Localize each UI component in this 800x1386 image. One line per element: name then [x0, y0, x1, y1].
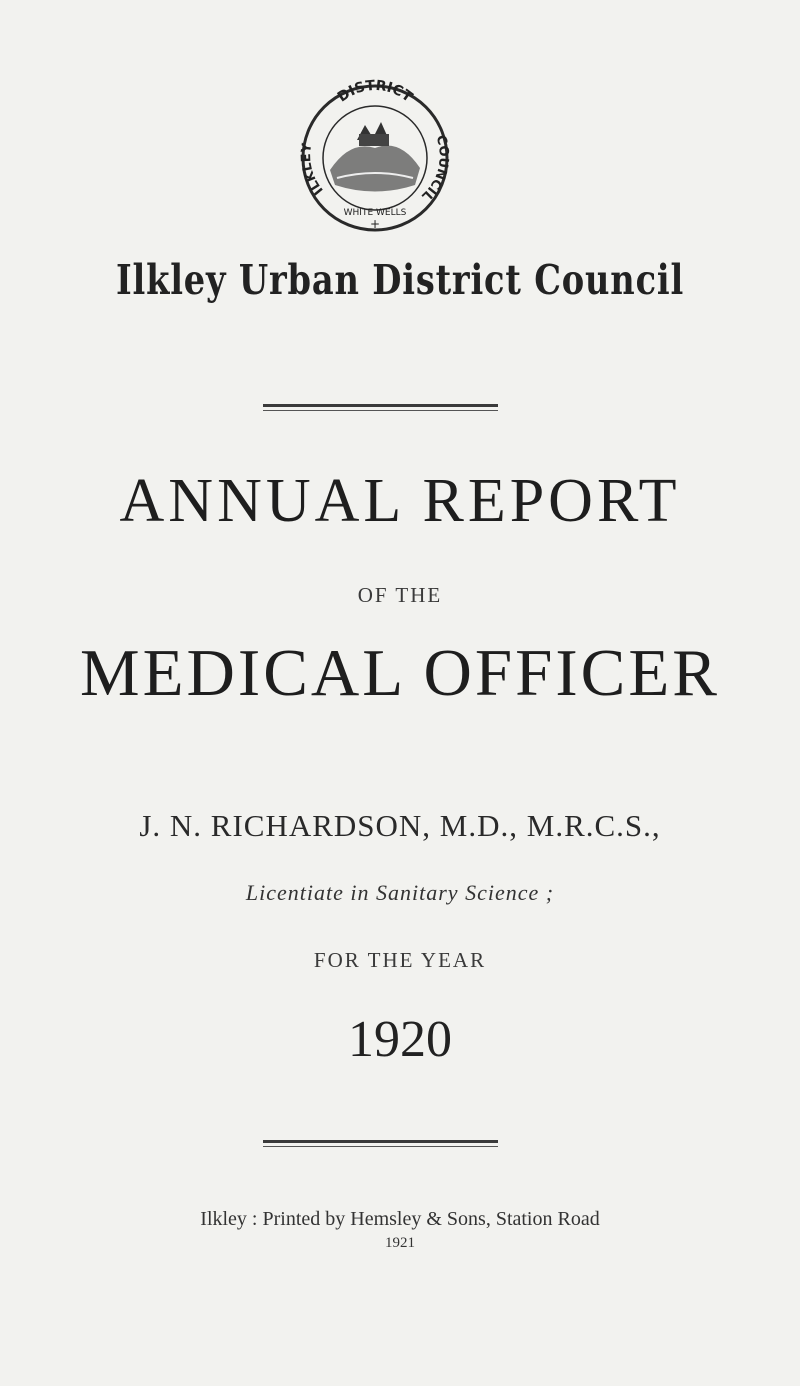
council-name: Ilkley Urban District Council: [115, 256, 685, 304]
author-qualification: Licentiate in Sanitary Science ;: [245, 880, 555, 905]
author-name: J. N. RICHARDSON, M.D., M.R.C.S.,: [139, 808, 661, 843]
report-title: ANNUAL REPORT: [119, 467, 681, 535]
print-year: 1921: [385, 1235, 415, 1251]
seal-bottom-text: WHITE WELLS: [343, 208, 407, 218]
seal-emblem-icon: [295, 70, 455, 245]
report-subtitle: MEDICAL OFFICER: [80, 636, 720, 710]
report-title-connector: OF THE: [357, 583, 443, 607]
seal-right-text: COUNCIL: [418, 133, 452, 204]
bottom-divider: [263, 1140, 498, 1147]
svg-text:+: +: [369, 217, 381, 231]
printer-imprint: Ilkley : Printed by Hemsley & Sons, Station Road: [200, 1208, 600, 1230]
svg-text:ILKLEY: [299, 142, 327, 198]
top-divider: [263, 404, 498, 411]
seal-top-text: DISTRICT: [334, 77, 416, 106]
period-label: FOR THE YEAR: [313, 948, 487, 972]
seal-left-text: ILKLEY: [299, 142, 327, 198]
council-seal: [295, 70, 455, 245]
report-year: 1920: [348, 1011, 452, 1068]
